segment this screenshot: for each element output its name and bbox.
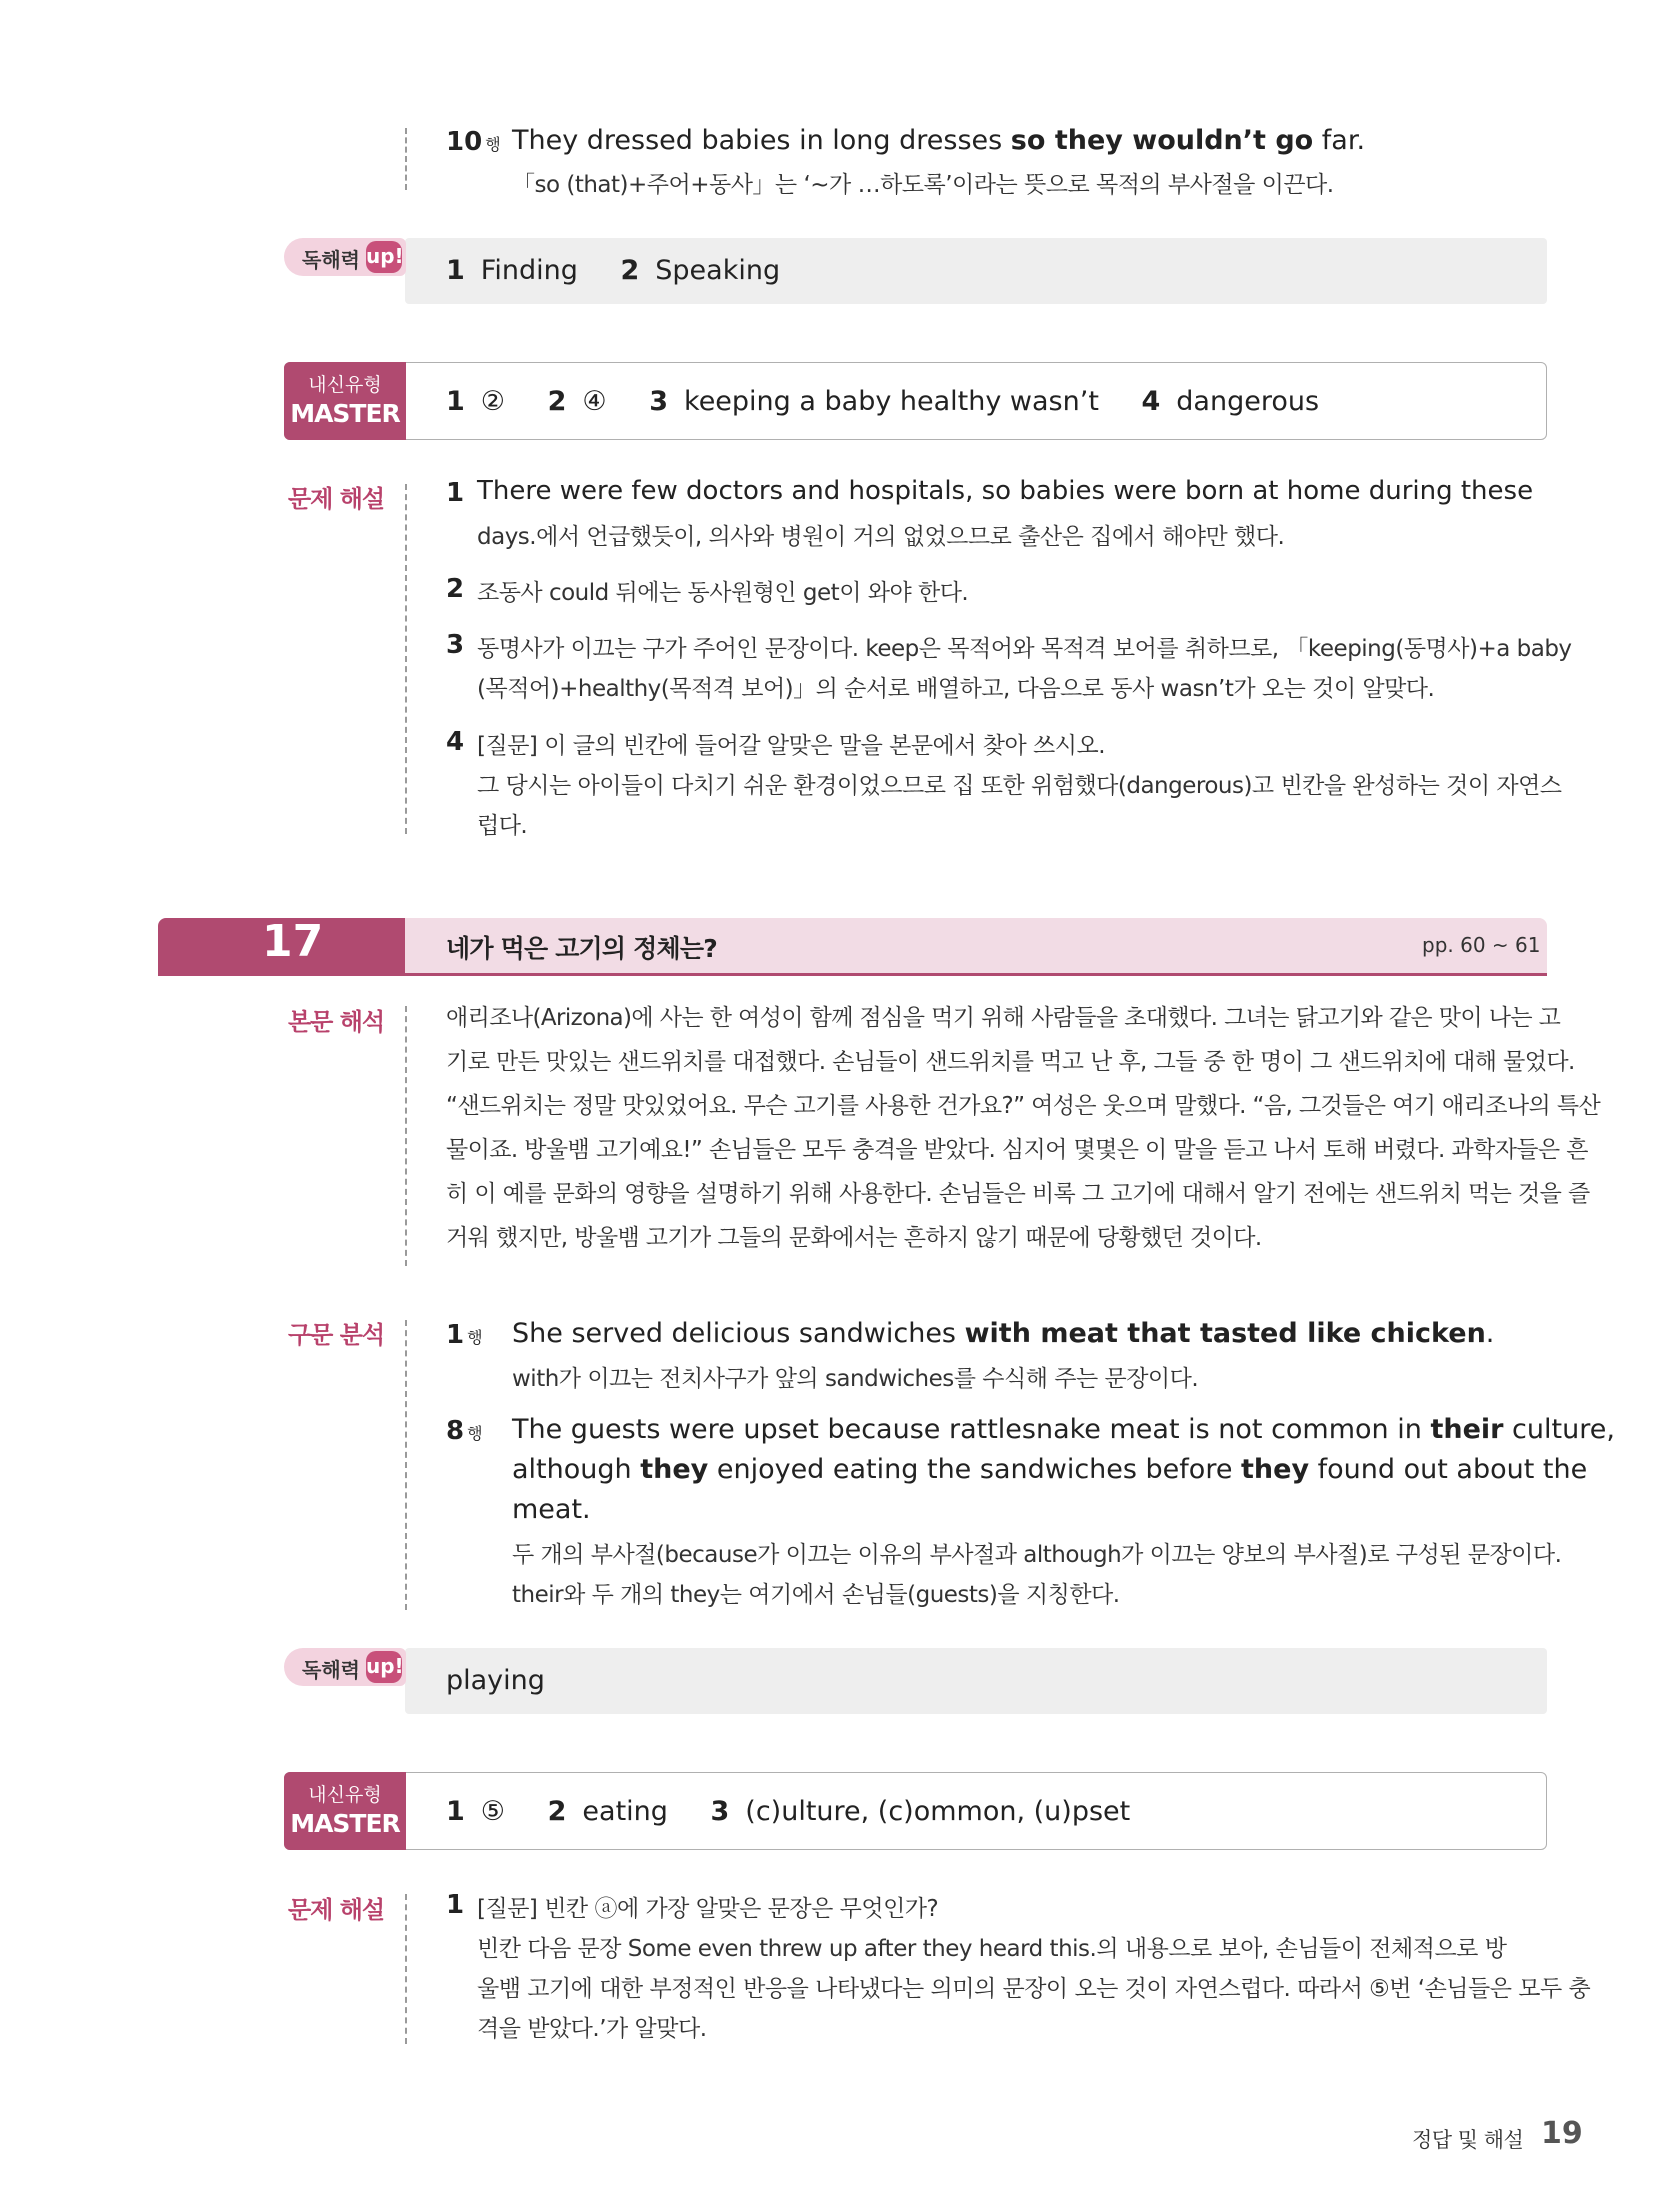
- explanation-item-text: days.에서 언급했듯이, 의사와 병원이 거의 없었으므로 출산은 집에서 해야만 했다.: [477, 524, 1285, 550]
- master-answers: 1 ② 2 ④ 3 keeping a baby healthy wasn’t 4 dangerous: [446, 386, 1320, 417]
- dashed-divider: [405, 1894, 407, 2044]
- footer-label: 정답 및 해설: [1412, 2128, 1524, 2152]
- unit-number: 17: [262, 916, 324, 967]
- translation-line: 기로 만든 맛있는 샌드위치를 대접했다. 손님들이 샌드위치를 먹고 난 후, 그들 중 한 명이 그 샌드위치에 대해 물었다.: [446, 1049, 1575, 1075]
- reading-up-badge: [284, 1648, 406, 1686]
- grammar-note: their와 두 개의 they는 여기에서 손님들(guests)을 지칭한다.: [512, 1582, 1120, 1608]
- item-number: 3: [446, 630, 465, 660]
- example-sentence: She served delicious sandwiches with meat that tasted like chicken.: [512, 1318, 1495, 1349]
- master-tag: 내신유형 MASTER: [284, 1772, 406, 1850]
- reading-up-badge: [284, 238, 406, 276]
- master-answers: 1 ⑤ 2 eating 3 (c)ulture, (c)ommon, (u)pset: [446, 1796, 1131, 1827]
- reading-up-answer: playing: [446, 1665, 545, 1696]
- line-number: 8 행: [446, 1416, 483, 1446]
- translation-line: 물이죠. 방울뱀 고기예요!” 손님들은 모두 충격을 받았다. 심지어 몇몇은 이 말을 듣고 나서 토해 버렸다. 과학자들은 흔: [446, 1137, 1588, 1163]
- explanation-item-text: [질문] 빈칸 ⓐ에 가장 알맞은 문장은 무엇인가?: [477, 1896, 939, 1922]
- unit-pages: pp. 60 ~ 61: [1422, 933, 1541, 957]
- translation-label: 본문 해석: [288, 1008, 385, 1036]
- explanation-label: 문제 해설: [288, 1896, 385, 1924]
- explanation-item-text: 럽다.: [477, 813, 528, 839]
- dashed-divider: [405, 128, 407, 190]
- page-number: 19: [1541, 2116, 1583, 2151]
- reading-up-badge-label: 독해력: [302, 248, 360, 272]
- translation-line: 거워 했지만, 방울뱀 고기가 그들의 문화에서는 흔하지 않기 때문에 당황했던 것이다.: [446, 1225, 1262, 1251]
- translation-line: “샌드위치는 정말 맛있었어요. 무슨 고기를 사용한 건가요?” 여성은 웃으며 말했다. “음, 그것들은 여기 애리조나의 특산: [446, 1093, 1601, 1119]
- explanation-item-text: 그 당시는 아이들이 다치기 쉬운 환경이었으므로 집 또한 위험했다(dangerous)고 빈칸을 완성하는 것이 자연스: [477, 773, 1562, 799]
- structure-label: 구문 분석: [288, 1321, 385, 1349]
- item-number: 1: [446, 478, 465, 508]
- master-tag: 내신유형 MASTER: [284, 362, 406, 440]
- explanation-item-text: 울뱀 고기에 대한 부정적인 반응을 나타냈다는 의미의 문장이 오는 것이 자연스럽다. 따라서 ⑤번 ‘손님들은 모두 충: [477, 1976, 1591, 2002]
- up-icon: up!: [366, 241, 402, 273]
- grammar-note: with가 이끄는 전치사구가 앞의 sandwiches를 수식해 주는 문장이다.: [512, 1366, 1199, 1392]
- line-number: 1 행: [446, 1320, 483, 1350]
- translation-line: 애리조나(Arizona)에 사는 한 여성이 함께 점심을 먹기 위해 사람들을 초대했다. 그녀는 닭고기와 같은 맛이 나는 고: [446, 1005, 1561, 1031]
- explanation-item-text: 조동사 could 뒤에는 동사원형인 get이 와야 한다.: [477, 580, 969, 606]
- explanation-item-text: 격을 받았다.’가 알맞다.: [477, 2016, 707, 2042]
- grammar-note: 「so (that)+주어+동사」는 ‘~가 …하도록’이라는 뜻으로 목적의 부사절을 이끈다.: [512, 172, 1334, 198]
- line-number: 10 행: [446, 127, 501, 157]
- translation-line: 히 이 예를 문화의 영향을 설명하기 위해 사용한다. 손님들은 비록 그 고기에 대해서 알기 전에는 샌드위치 먹는 것을 즐: [446, 1181, 1590, 1207]
- example-sentence: meat.: [512, 1494, 591, 1525]
- item-number: 4: [446, 727, 465, 757]
- item-number: 1: [446, 1890, 465, 1920]
- dashed-divider: [405, 484, 407, 834]
- example-sentence: The guests were upset because rattlesnake meat is not common in their culture,: [512, 1414, 1615, 1445]
- up-icon: up!: [366, 1651, 402, 1683]
- unit-title: 네가 먹은 고기의 정체는?: [446, 934, 717, 963]
- reading-up-badge-label: 독해력: [302, 1658, 360, 1682]
- translation-paragraph: [446, 996, 1601, 1260]
- explanation-item-text: 빈칸 다음 문장 Some even threw up after they heard this.의 내용으로 보아, 손님들이 전체적으로 방: [477, 1936, 1507, 1962]
- reading-up-answers: 1 Finding 2 Speaking: [446, 255, 781, 286]
- example-sentence: although they enjoyed eating the sandwiches before they found out about the: [512, 1454, 1588, 1485]
- explanation-label: 문제 해설: [288, 485, 385, 513]
- explanation-item-text: (목적어)+healthy(목적격 보어)」의 순서로 배열하고, 다음으로 동사 wasn’t가 오는 것이 알맞다.: [477, 676, 1435, 702]
- explanation-item-text: There were few doctors and hospitals, so babies were born at home during these: [477, 476, 1534, 506]
- explanation-item-text: 동명사가 이끄는 구가 주어인 문장이다. keep은 목적어와 목적격 보어를 취하므로, 「keeping(동명사)+a baby: [477, 636, 1572, 662]
- reading-up-answer-bar: [405, 1648, 1547, 1714]
- explanation-item-text: [질문] 이 글의 빈칸에 들어갈 알맞은 말을 본문에서 찾아 쓰시오.: [477, 733, 1106, 759]
- dashed-divider: [405, 1006, 407, 1266]
- grammar-note: 두 개의 부사절(because가 이끄는 이유의 부사절과 although가 이끄는 양보의 부사절)로 구성된 문장이다.: [512, 1542, 1562, 1568]
- item-number: 2: [446, 574, 465, 604]
- example-sentence: They dressed babies in long dresses so they wouldn’t go far.: [512, 125, 1366, 156]
- dashed-divider: [405, 1320, 407, 1610]
